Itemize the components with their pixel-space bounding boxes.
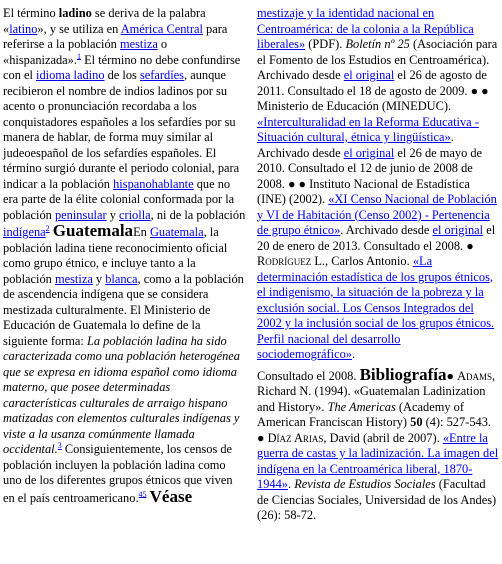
text: (4): 527-543. ●	[257, 415, 491, 445]
footnote-link[interactable]: 1	[76, 51, 81, 61]
text: y	[106, 207, 119, 222]
text: , Richard N. (1994). «Guatemalan Ladinization and History».	[257, 368, 496, 414]
text: », y se utiliza en	[37, 21, 121, 36]
text: (Asociación para el Fomento de los Estudios en Centroamérica). Archivado desde	[257, 37, 498, 82]
text: , ni de la población	[150, 207, 246, 222]
text: . Archivado desde	[257, 130, 454, 160]
text: Consiguientemente, los censos de población incluyen la población ladina como uno de los diferentes grupos étnicos que viven en el país centroamericano.	[3, 442, 233, 505]
link-peninsular[interactable]: peninsular	[54, 207, 107, 222]
link-idioma-ladino[interactable]: idioma ladino	[36, 68, 105, 82]
link-guatemala[interactable]: Guatemala	[149, 225, 204, 239]
archive-link-2[interactable]: el original	[343, 145, 395, 160]
text: Consultado el 2008.	[257, 368, 360, 383]
link-criolla[interactable]: criolla	[118, 207, 151, 222]
text: el 20 de enero de 2013. Consultado el 2008. ●	[257, 223, 496, 253]
text: , la población ladina tiene reconocimiento oficial como grupo étnico, e incluye tanto a la población	[3, 225, 228, 286]
link-indigena[interactable]: indígena	[3, 225, 46, 239]
text: , como a la población de ascendencia indígena que se considera mestizada culturalmente. El Ministerio de Educación de Guatemala lo define de la siguiente forma:	[3, 271, 244, 348]
text: y	[92, 271, 106, 286]
footnote-link[interactable]: 45	[138, 489, 147, 499]
text: , aunque recibieron el nombre de indios ladinos por su acento o pronunciación recordaba a los conquistadores españoles a los sefardíes por su manera de hablar, de forma muy similar al judeoespañol de los sefardíes españoles. El término surgió durante el periodo colonial, para indicar a la población	[3, 68, 240, 191]
text: En	[133, 225, 150, 239]
text: o «hispanizada».	[3, 37, 168, 67]
text: El término no debe confundirse con el	[3, 52, 241, 82]
link-america-central[interactable]: América Central	[120, 21, 203, 36]
term-ladino: ladino	[58, 6, 92, 20]
text: ●	[446, 368, 458, 383]
text: , Carlos Antonio.	[325, 254, 413, 268]
section-heading-vease: Véase	[149, 486, 193, 506]
ref-link-determinacion[interactable]: «La determinación estadística de los grupos étnicos, el indigenismo, la situación de la pobreza y la exclusión social. Los Censos Integrados del 2002 y la inclusión social de los grupos étnicos. Perfil nacional del desarrollo sociodemográfico»	[257, 254, 495, 361]
right-column	[257, 6, 500, 524]
ref-link-guerra-castas[interactable]: «Entre la guerra de castas y la ladinización. La imagen del indígena en la Centroamérica liberal, 1870-1944»	[257, 430, 499, 491]
footnote-4-5[interactable]	[139, 489, 147, 498]
link-hispanohablante[interactable]: hispanohablante	[113, 176, 194, 191]
ref-link-mestizaje[interactable]: mestizaje y la identidad nacional en Centroamérica: de la colonia a la República liberales»	[257, 6, 474, 51]
link-mestiza-2[interactable]: mestiza	[54, 271, 93, 286]
text: que no era parte de la élite colonial conformada por la población	[3, 176, 235, 222]
text: el 26 de mayo de 2010. Consultado el 12 de junio de 2008 de 2008. ● ● Instituto Nacional de Estadística (INE) (2002).	[257, 145, 483, 206]
link-sefardies[interactable]: sefardíes	[139, 68, 185, 82]
ref-link-interculturalidad[interactable]: «Interculturalidad en la Reforma Educativa - Situación cultural, étnica y lingüística»	[257, 114, 479, 144]
text: .	[351, 347, 356, 361]
author-diaz-arias: Díaz Arias	[267, 430, 324, 445]
text: el 26 de agosto de 2011. Consultado el 18 de agosto de 2009. ● ● Ministerio de Educación (MINEDUC).	[257, 68, 489, 113]
references-paragraph	[257, 6, 500, 363]
footnote-link[interactable]: 2	[45, 223, 50, 233]
text: .	[287, 477, 295, 491]
link-latino[interactable]: latino	[9, 21, 38, 36]
text: de los	[104, 68, 140, 82]
footnote-link[interactable]: 3	[57, 440, 62, 450]
text: El término	[3, 6, 59, 20]
text: para referirse a la población	[3, 21, 228, 51]
ref-link-censo[interactable]: «XI Censo Nacional de Población y VI de Habitación (Censo 2002) - Pertenencia de grupo étnico»	[257, 192, 497, 237]
section-heading-bibliografia: Bibliografía	[359, 364, 447, 384]
text: (Facultad de Ciencias Sociales, Universidad de los Andes) (26): 58-72.	[257, 477, 497, 522]
text: , David (abril de 2007).	[323, 430, 443, 445]
link-mestiza[interactable]: mestiza	[119, 37, 158, 51]
archive-link-3[interactable]: el original	[432, 223, 484, 237]
text: . Archivado desde	[340, 223, 433, 237]
bibliography-paragraph	[257, 364, 500, 524]
journal-revista: Revista de Estudios Sociales	[294, 477, 436, 491]
text: (PDF).	[305, 37, 346, 51]
journal-the-americas: The Americas	[327, 399, 396, 414]
author-rodriguez: Rodríguez L.	[257, 254, 326, 268]
volume-number: 50	[410, 415, 423, 429]
section-heading-guatemala: Guatemala	[52, 221, 134, 240]
boletin-title: Boletín nº 25	[345, 37, 410, 51]
archive-link-1[interactable]: el original	[343, 68, 395, 82]
text: (Academy of American Franciscan History)	[257, 399, 464, 429]
text: se deriva de la palabra «	[3, 6, 206, 36]
author-adams: Adams	[457, 368, 493, 383]
ladino-paragraph	[3, 6, 246, 506]
mineduc-quote: La población ladina ha sido caracterizada como una población heterogénea que se expresa en idioma español como idioma materno, que posee determinadas características culturales de arraigo hispano matizadas con elementos culturales indígenas y viste a la usanza comúnmente llamada occidental.	[3, 333, 240, 456]
left-column	[3, 6, 246, 506]
link-blanca[interactable]: blanca	[105, 271, 138, 286]
